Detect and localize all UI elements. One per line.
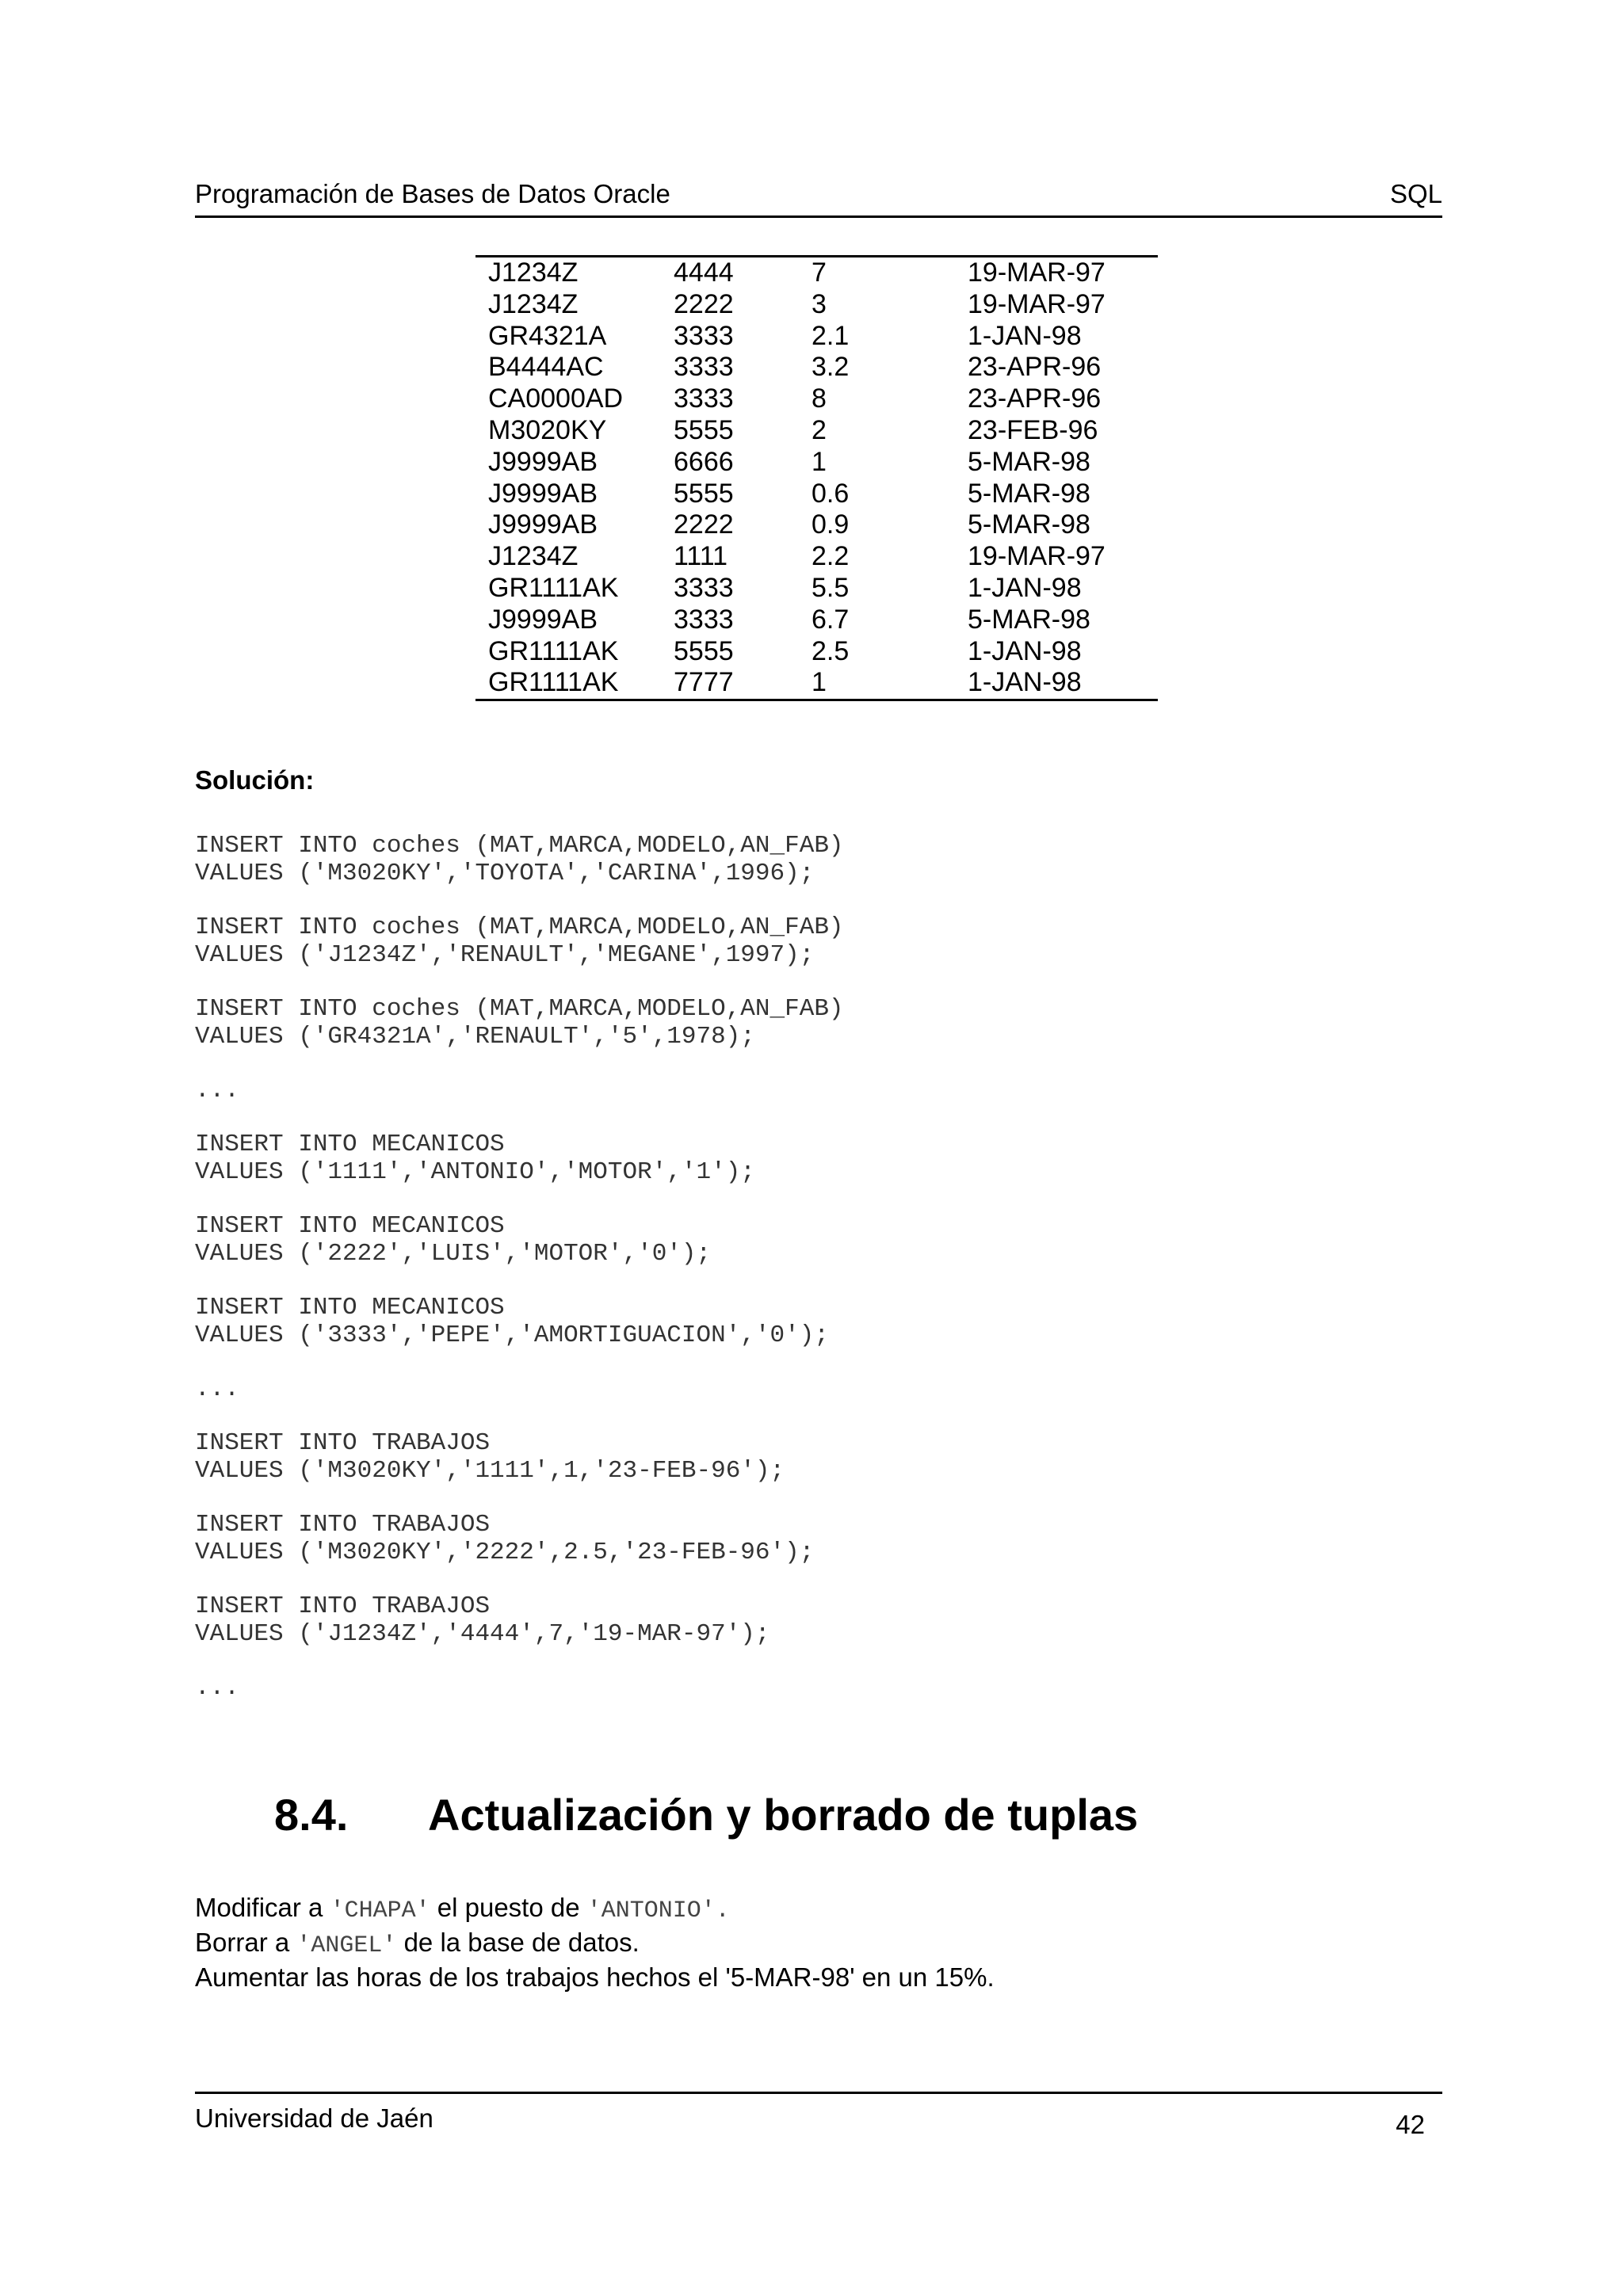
table-cell: J9999AB xyxy=(488,478,598,509)
table-cell: J9999AB xyxy=(488,446,598,477)
table-cell: 3 xyxy=(812,288,827,319)
table-cell: 5.5 xyxy=(812,572,850,603)
table-cell: 5-MAR-98 xyxy=(968,604,1090,635)
table-cell: 3333 xyxy=(674,320,734,351)
exercise-line-2 xyxy=(195,1927,995,1962)
code-block xyxy=(195,1592,1463,1648)
table-cell: 8 xyxy=(812,383,827,414)
table-cell: 1-JAN-98 xyxy=(968,667,1082,698)
footer-institution: Universidad de Jaén xyxy=(195,2103,433,2133)
code-block xyxy=(195,1212,1463,1268)
table-cell: 6666 xyxy=(674,446,734,477)
code-block xyxy=(195,1294,1463,1349)
code-fragment: 'ANTONIO' xyxy=(586,1897,716,1924)
code-line: INSERT INTO TRABAJOS xyxy=(195,1592,491,1620)
solution-label: Solución: xyxy=(195,765,315,795)
table-cell: 23-APR-96 xyxy=(968,383,1102,414)
table-row xyxy=(475,636,1158,668)
table-cell: 3333 xyxy=(674,572,734,603)
exercise-line-1 xyxy=(195,1892,995,1927)
table-cell: 1111 xyxy=(674,541,728,572)
table-cell: 5555 xyxy=(674,635,734,666)
table-cell: 1-JAN-98 xyxy=(968,320,1082,351)
code-block xyxy=(195,1674,1463,1702)
code-line: INSERT INTO coches (MAT,MARCA,MODELO,AN_FAB) xyxy=(195,995,844,1023)
table-cell: 2222 xyxy=(674,509,734,540)
code-line: VALUES ('J1234Z','RENAULT','MEGANE',1997); xyxy=(195,941,815,969)
table-row xyxy=(475,667,1158,700)
code-line: VALUES ('2222','LUIS','MOTOR','0'); xyxy=(195,1240,712,1268)
section-heading xyxy=(274,1789,1138,1840)
document-title: Programación de Bases de Datos Oracle xyxy=(195,179,670,208)
code-block xyxy=(195,1429,1463,1485)
code-line: INSERT INTO coches (MAT,MARCA,MODELO,AN_FAB) xyxy=(195,913,844,941)
table-cell: 1 xyxy=(812,446,827,477)
code-block xyxy=(195,1077,1463,1104)
code-line: INSERT INTO TRABAJOS xyxy=(195,1429,491,1457)
table-row xyxy=(475,573,1158,605)
table-cell: J9999AB xyxy=(488,604,598,635)
code-line: VALUES ('M3020KY','TOYOTA','CARINA',1996); xyxy=(195,860,815,887)
table-cell: 6.7 xyxy=(812,604,850,635)
code-line: VALUES ('M3020KY','2222',2.5,'23-FEB-96'); xyxy=(195,1539,815,1566)
table-cell: 5-MAR-98 xyxy=(968,509,1090,540)
table-cell: 7 xyxy=(812,257,827,288)
code-block xyxy=(195,1375,1463,1403)
table-cell: 5555 xyxy=(674,478,734,509)
code-fragment: 'ANGEL' xyxy=(296,1932,397,1959)
table-row xyxy=(475,383,1158,415)
section-number: 8.4. xyxy=(274,1790,349,1840)
table-cell: 19-MAR-97 xyxy=(968,541,1106,572)
table-cell: GR1111AK xyxy=(488,667,619,698)
table-row xyxy=(475,289,1158,321)
table-row xyxy=(475,605,1158,636)
text-fragment: Borrar a xyxy=(195,1928,297,1957)
code-line: INSERT INTO MECANICOS xyxy=(195,1294,505,1322)
table-cell: 3333 xyxy=(674,352,734,383)
table-cell: J1234Z xyxy=(488,257,579,288)
table-row xyxy=(475,541,1158,573)
page-header xyxy=(195,176,1442,218)
text-fragment: Modificar a xyxy=(195,1893,330,1922)
table-cell: 2.2 xyxy=(812,541,850,572)
table-cell: 4444 xyxy=(674,257,734,288)
table-cell: 1-JAN-98 xyxy=(968,635,1082,666)
table-cell: 2.5 xyxy=(812,635,850,666)
table-cell: B4444AC xyxy=(488,352,604,383)
table-row xyxy=(475,352,1158,383)
table-cell: GR1111AK xyxy=(488,572,619,603)
table-row xyxy=(475,509,1158,541)
text-fragment: el puesto de xyxy=(430,1893,587,1922)
table-cell: 0.9 xyxy=(812,509,850,540)
code-block xyxy=(195,832,1463,887)
table-row xyxy=(475,415,1158,447)
code-fragment: 'CHAPA' xyxy=(330,1897,430,1924)
text-fragment: de la base de datos. xyxy=(396,1928,640,1957)
table-cell: 1 xyxy=(812,667,827,698)
table-cell: J9999AB xyxy=(488,509,598,540)
table-row xyxy=(475,257,1158,289)
code-line: INSERT INTO coches (MAT,MARCA,MODELO,AN_FAB) xyxy=(195,832,844,860)
data-table-body xyxy=(475,257,1158,700)
text-fragment: . xyxy=(715,1897,730,1924)
data-table xyxy=(475,255,1158,701)
code-listing xyxy=(195,832,1463,1728)
table-cell: GR4321A xyxy=(488,320,607,351)
table-cell: 3.2 xyxy=(812,352,850,383)
code-line: INSERT INTO TRABAJOS xyxy=(195,1511,491,1539)
code-line: INSERT INTO MECANICOS xyxy=(195,1212,505,1240)
table-cell: 2222 xyxy=(674,288,734,319)
code-block xyxy=(195,913,1463,969)
table-cell: M3020KY xyxy=(488,414,607,445)
code-line: VALUES ('M3020KY','1111',1,'23-FEB-96'); xyxy=(195,1457,785,1485)
table-cell: 2.1 xyxy=(812,320,850,351)
section-title: Actualización y borrado de tuplas xyxy=(428,1790,1139,1840)
table-row xyxy=(475,321,1158,353)
code-block xyxy=(195,1511,1463,1566)
page-number: 42 xyxy=(1396,2110,1425,2139)
code-line: ... xyxy=(195,1077,239,1104)
code-line: ... xyxy=(195,1674,239,1702)
code-block xyxy=(195,995,1463,1051)
code-block xyxy=(195,1131,1463,1186)
code-line: VALUES ('3333','PEPE','AMORTIGUACION','0'); xyxy=(195,1322,829,1349)
table-cell: 5-MAR-98 xyxy=(968,478,1090,509)
table-cell: 3333 xyxy=(674,383,734,414)
table-cell: 0.6 xyxy=(812,478,850,509)
table-cell: J1234Z xyxy=(488,541,579,572)
table-cell: CA0000AD xyxy=(488,383,624,414)
table-cell: 2 xyxy=(812,414,827,445)
page-footer xyxy=(195,2092,1442,2157)
table-cell: 3333 xyxy=(674,604,734,635)
table-cell: 5-MAR-98 xyxy=(968,446,1090,477)
table-cell: 1-JAN-98 xyxy=(968,572,1082,603)
code-line: INSERT INTO MECANICOS xyxy=(195,1131,505,1158)
table-row xyxy=(475,479,1158,510)
table-cell: 23-APR-96 xyxy=(968,352,1102,383)
table-cell: 19-MAR-97 xyxy=(968,288,1106,319)
table-row xyxy=(475,447,1158,479)
code-line: VALUES ('J1234Z','4444',7,'19-MAR-97'); xyxy=(195,1620,770,1648)
header-section: SQL xyxy=(1389,179,1442,208)
table-cell: 19-MAR-97 xyxy=(968,257,1106,288)
exercise-text xyxy=(195,1892,995,1993)
exercise-line-3: Aumentar las horas de los trabajos hechos el '5-MAR-98' en un 15%. xyxy=(195,1962,995,1992)
table-cell: 5555 xyxy=(674,414,734,445)
code-line: VALUES ('GR4321A','RENAULT','5',1978); xyxy=(195,1023,755,1051)
code-line: ... xyxy=(195,1375,239,1403)
code-line: VALUES ('1111','ANTONIO','MOTOR','1'); xyxy=(195,1158,755,1186)
table-cell: 7777 xyxy=(674,667,734,698)
table-cell: GR1111AK xyxy=(488,635,619,666)
table-cell: J1234Z xyxy=(488,288,579,319)
table-cell: 23-FEB-96 xyxy=(968,414,1098,445)
